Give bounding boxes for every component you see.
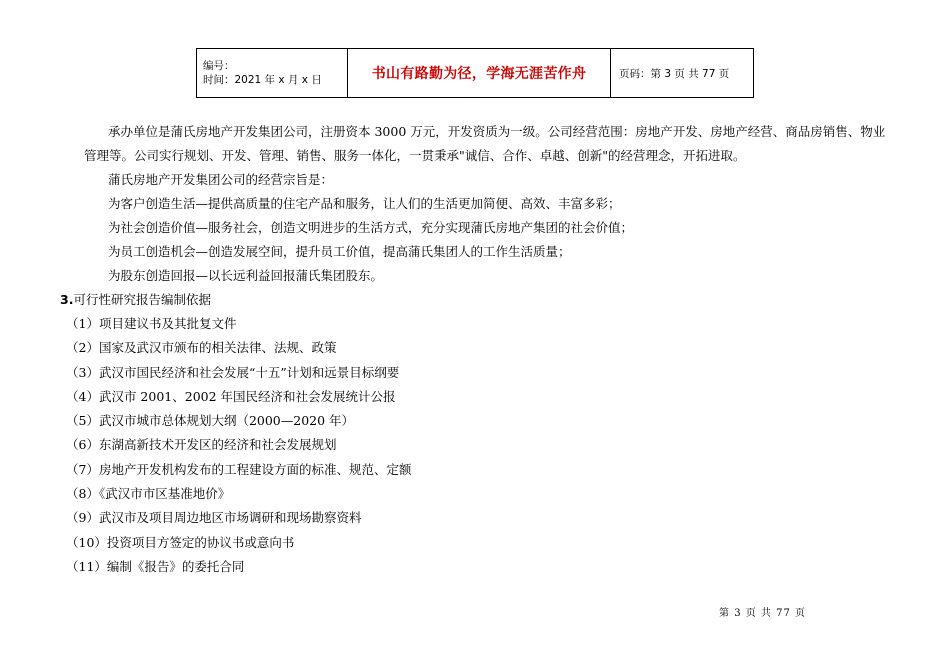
header-page-number: 页码：第 3 页 共 77 页	[611, 49, 754, 98]
document-number-label: 编号：	[203, 60, 235, 72]
list-item: （3）武汉市国民经济和社会发展“十五”计划和远景目标纲要	[66, 364, 400, 380]
header-table	[196, 48, 754, 98]
section-title: 可行性研究报告编制依据	[73, 292, 211, 307]
section-heading	[60, 288, 904, 312]
list-item: （5）武汉市城市总体规划大纲（2000—2020 年）	[66, 413, 355, 429]
header-slogan: 书山有路勤为径，学海无涯苦作舟	[348, 49, 611, 98]
page-footer: 第 3 页 共 77 页	[719, 608, 806, 619]
paragraph-purpose-employees: 为员工创造机会—创造发展空间，提升员工价值，提高蒲氏集团人的工作生活质量；	[108, 244, 571, 259]
list-item: （2）国家及武汉市颁布的相关法律、法规、政策	[66, 340, 337, 356]
document-body	[60, 120, 904, 579]
paragraph-company-intro: 承办单位是蒲氏房地产开发集团公司，注册资本 3000 万元，开发资质为一级。公司经营范围：房地产开发、房地产经营、商品房销售、物业管理等。公司实行规划、开发、管理、销售、服务一体化，一贯秉承"诚信、合作、卓越、创新"的经营理念，开拓进取。	[84, 124, 886, 163]
section-number: 3.	[60, 292, 74, 307]
document-time-label: 时间：2021 年 x 月 x 日	[203, 74, 322, 86]
list-item: （1）项目建议书及其批复文件	[66, 316, 237, 331]
header-info-cell	[197, 49, 348, 98]
paragraph-purpose-customers: 为客户创造生活—提供高质量的住宅产品和服务，让人们的生活更加简便、高效、丰富多彩；	[108, 196, 621, 211]
paragraph-purpose-heading: 蒲氏房地产开发集团公司的经营宗旨是：	[108, 172, 334, 187]
list-item: （4）武汉市 2001、2002 年国民经济和社会发展统计公报	[66, 388, 396, 404]
paragraph-purpose-society: 为社会创造价值—服务社会，创造文明进步的生活方式，充分实现蒲氏房地产集团的社会价值；	[108, 220, 634, 235]
list-item: （9）武汉市及项目周边地区市场调研和现场勘察资料	[66, 510, 362, 526]
list-item: （7）房地产开发机构发布的工程建设方面的标准、规范、定额	[66, 461, 412, 477]
list-item: （6）东湖高新技术开发区的经济和社会发展规划	[66, 437, 337, 453]
paragraph-purpose-shareholders: 为股东创造回报—以长远利益回报蒲氏集团股东。	[108, 268, 384, 283]
list-item: （10）投资项目方签定的协议书或意向书	[66, 534, 295, 550]
basis-list	[66, 312, 904, 579]
list-item: （11）编制《报告》的委托合同	[66, 558, 245, 574]
list-item: （8）《武汉市市区基准地价》	[66, 486, 231, 502]
